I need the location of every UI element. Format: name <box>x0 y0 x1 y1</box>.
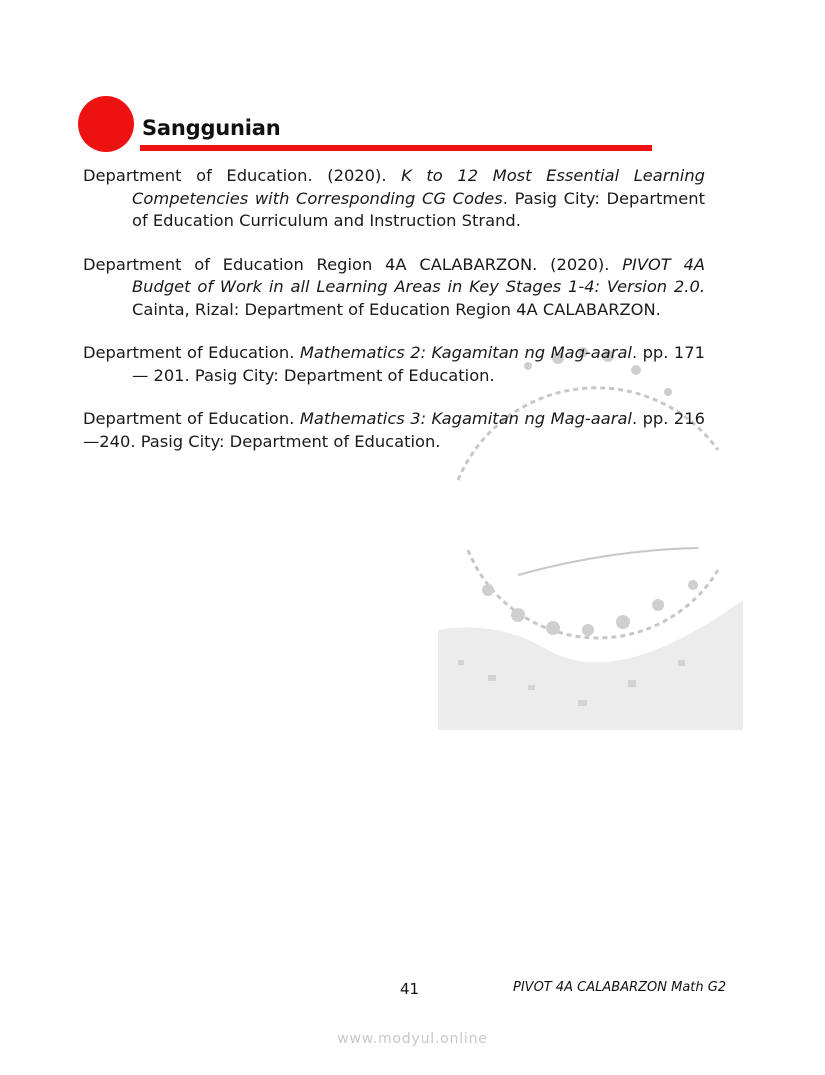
footer-document-title: PIVOT 4A CALABARZON Math G2 <box>513 980 727 995</box>
title-underline <box>140 145 652 151</box>
red-circle-icon <box>78 96 134 152</box>
reference-item: Department of Education Region 4A CALABARZON. (2020). PIVOT 4A Budget of Work in all Learning Areas in Key Stages 1-4: Version 2.0. Cainta, Rizal: Department of Education Region 4A CALABARZON. <box>83 254 705 319</box>
site-watermark: www.modyul.online <box>337 1031 488 1047</box>
reference-item: Department of Education. Mathematics 3: Kagamitan ng Mag-aaral. pp. 216—240. Pasig City: Department of Education. <box>83 409 705 451</box>
page-number: 41 <box>400 980 420 998</box>
reference-list <box>83 165 705 474</box>
reference-item: Department of Education. Mathematics 2: Kagamitan ng Mag-aaral. pp. 171 — 201. Pasig City: Department of Education. <box>83 343 705 385</box>
reference-item: Department of Education. (2020). K to 12 Most Essential Learning Competencies with Corresponding CG Codes. Pasig City: Department of Education Curriculum and Instruction Strand. <box>83 166 706 230</box>
section-title: Sanggunian <box>142 116 281 140</box>
section-header <box>78 96 658 156</box>
